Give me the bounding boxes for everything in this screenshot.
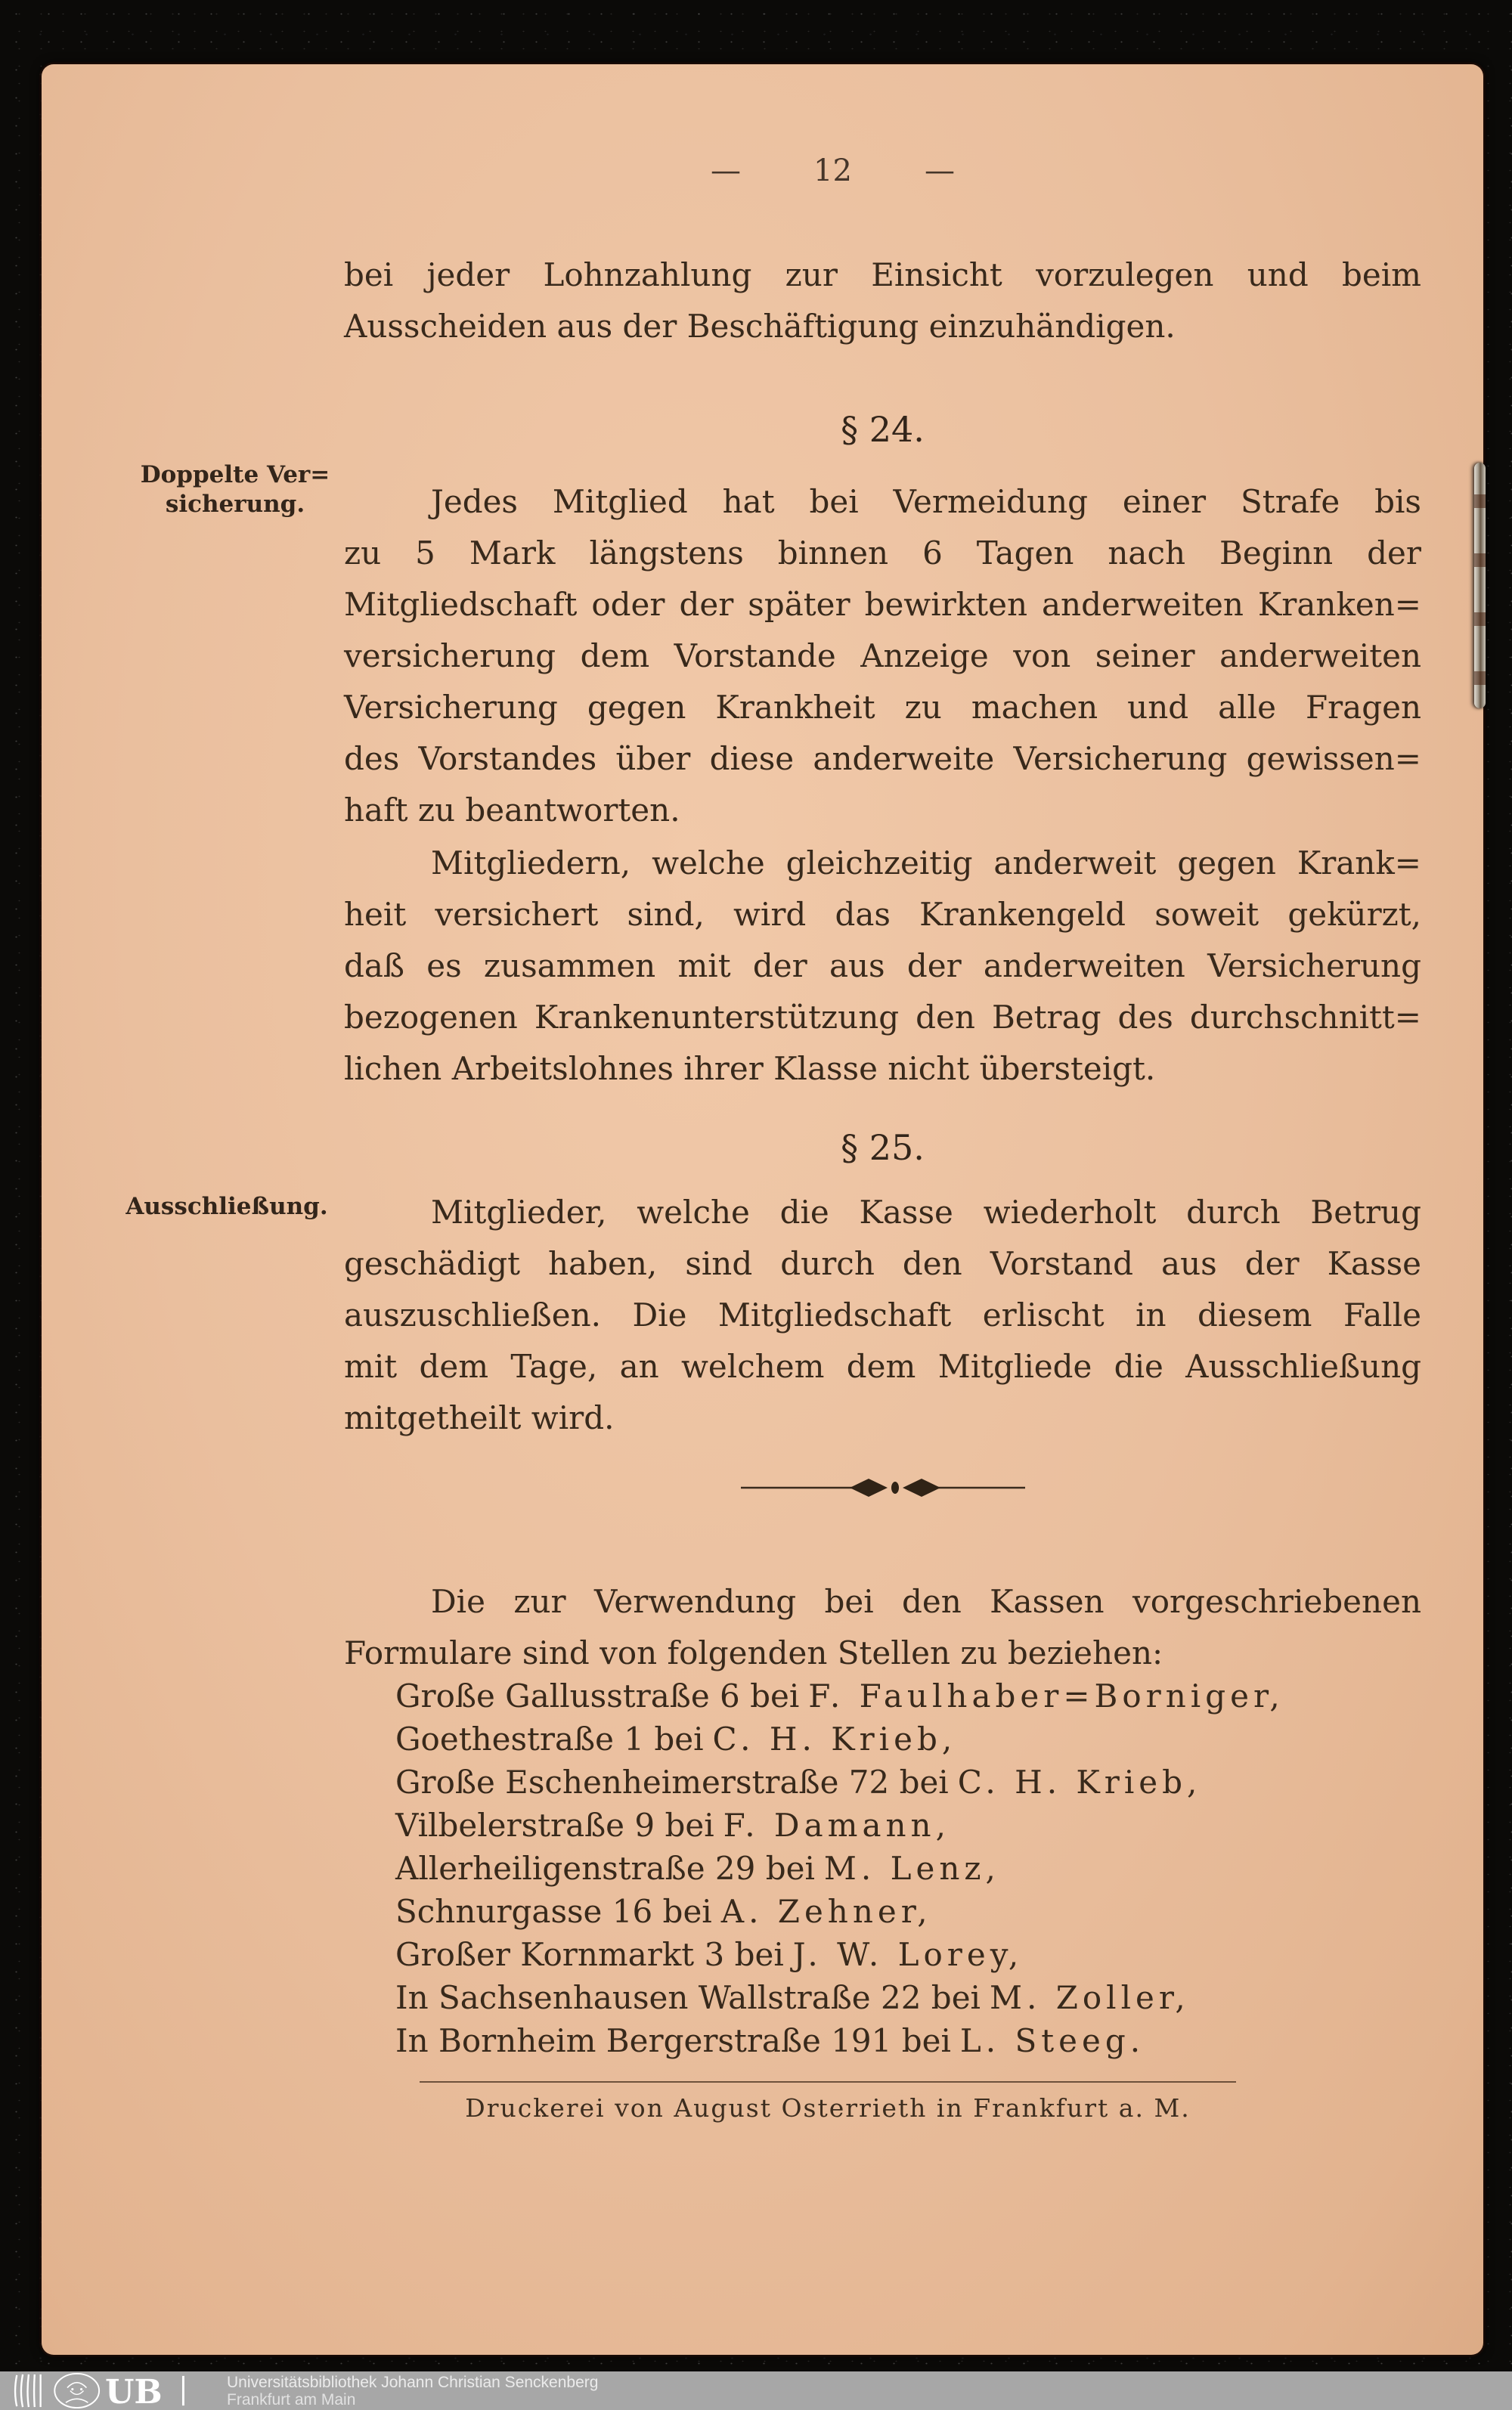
address-place: Goethestraße 1 bei bbox=[395, 1721, 704, 1758]
text-line: lichen Arbeitslohnes ihrer Klasse nicht übersteigt. bbox=[344, 1050, 1156, 1087]
text-line: Formulare sind von folgenden Stellen zu beziehen: bbox=[344, 1634, 1163, 1671]
section-heading-24: § 24. bbox=[841, 409, 925, 450]
margin-note-ausschliessung bbox=[110, 1192, 344, 1222]
text-line: Versicherung gegen Krankheit zu machen und alle Fragen bbox=[344, 689, 1421, 726]
text-line: mit dem Tage, an welchem dem Mitgliede die Ausschließung bbox=[344, 1348, 1421, 1385]
list-item bbox=[395, 1976, 1473, 2019]
divider-ornament-icon bbox=[739, 1474, 1027, 1501]
text-column bbox=[344, 64, 1421, 2355]
section-24-paragraph-2 bbox=[344, 838, 1421, 1095]
text-line: Mitgliedschaft oder der später bewirkten anderweiten Kranken= bbox=[344, 586, 1421, 623]
text-line: zu 5 Mark längstens binnen 6 Tagen nach Beginn der bbox=[344, 534, 1421, 572]
text-line: geschädigt haben, sind durch den Vorstand aus der Kasse bbox=[344, 1245, 1421, 1282]
address-name: F. Damann, bbox=[723, 1807, 950, 1844]
list-item bbox=[395, 1847, 1473, 1890]
page-number bbox=[294, 153, 1371, 188]
document-page bbox=[42, 64, 1483, 2355]
text-line: heit versichert sind, wird das Krankengeld soweit gekürzt, bbox=[344, 896, 1421, 933]
address-name: L. Steeg. bbox=[959, 2022, 1145, 2059]
text-line: daß es zusammen mit der aus der anderweiten Versicherung bbox=[344, 947, 1421, 984]
list-item bbox=[395, 1804, 1473, 1847]
library-name: Universitätsbibliothek Johann Christian Senckenberg bbox=[227, 2373, 599, 2391]
address-place: Vilbelerstraße 9 bei bbox=[395, 1807, 714, 1844]
list-item bbox=[395, 1933, 1473, 1976]
address-place: Große Gallusstraße 6 bei bbox=[395, 1677, 800, 1715]
text-line: Mitgliedern, welche gleichzeitig anderweit gegen Krank= bbox=[431, 844, 1421, 881]
text-line: bei jeder Lohnzahlung zur Einsicht vorzulegen und beim bbox=[344, 256, 1421, 293]
list-item bbox=[395, 1761, 1473, 1804]
address-list bbox=[344, 1674, 1473, 2062]
address-name: J. W. Lorey, bbox=[792, 1936, 1024, 1973]
address-name: F. Faulhaber=Borniger, bbox=[808, 1677, 1284, 1715]
margin-note-line: sicherung. bbox=[165, 491, 305, 518]
address-place: In Bornheim Bergerstraße 191 bei bbox=[395, 2022, 951, 2059]
text-line: haft zu beantworten. bbox=[344, 791, 680, 829]
intro-paragraph bbox=[344, 249, 1421, 352]
list-item bbox=[395, 1890, 1473, 1933]
text-line: Ausscheiden aus der Beschäftigung einzuhändigen. bbox=[344, 308, 1176, 345]
closing-paragraph bbox=[344, 1576, 1421, 1679]
margin-note-line: Doppelte Ver= bbox=[140, 461, 330, 488]
address-place: Allerheiligenstraße 29 bei bbox=[395, 1850, 815, 1887]
address-place: Große Eschenheimerstraße 72 bei bbox=[395, 1764, 949, 1801]
text-line: mitgetheilt wird. bbox=[344, 1399, 615, 1436]
library-attribution bbox=[227, 2374, 598, 2408]
address-name: M. Lenz, bbox=[823, 1850, 1000, 1887]
list-item bbox=[395, 1718, 1473, 1761]
address-place: Großer Kornmarkt 3 bei bbox=[395, 1936, 784, 1973]
margin-note-line: Ausschließung. bbox=[125, 1193, 328, 1220]
binding-staple bbox=[1474, 463, 1486, 708]
text-line: bezogenen Krankenunterstützung den Betrag des durchschnitt= bbox=[344, 999, 1421, 1036]
text-line: Mitglieder, welche die Kasse wiederholt durch Betrug bbox=[431, 1194, 1421, 1231]
text-line: Die zur Verwendung bei den Kassen vorgeschriebenen bbox=[431, 1583, 1421, 1620]
address-name: C. H. Krieb, bbox=[957, 1764, 1202, 1801]
text-line: Jedes Mitglied hat bei Vermeidung einer Strafe bis bbox=[431, 483, 1421, 520]
list-item bbox=[395, 2019, 1473, 2062]
margin-note-doppelte-versicherung bbox=[122, 460, 349, 519]
page-number-value: 12 bbox=[813, 153, 852, 188]
address-place: In Sachsenhausen Wallstraße 22 bei bbox=[395, 1979, 981, 2016]
section-heading-25: § 25. bbox=[841, 1127, 925, 1168]
section-25-paragraph-1 bbox=[344, 1187, 1421, 1444]
text-line: des Vorstandes über diese anderweite Versicherung gewissen= bbox=[344, 740, 1421, 777]
ub-logo-icon bbox=[6, 2371, 201, 2410]
text-line: versicherung dem Vorstande Anzeige von seiner anderweiten bbox=[344, 637, 1421, 674]
list-item bbox=[395, 1674, 1473, 1718]
address-name: A. Zehner, bbox=[720, 1893, 932, 1930]
page-number-dash: — bbox=[711, 153, 742, 188]
ub-logo-text: UB bbox=[104, 2373, 163, 2410]
address-name: C. H. Krieb, bbox=[712, 1721, 957, 1758]
address-name: M. Zoller, bbox=[990, 1979, 1190, 2016]
printer-imprint: Druckerei von August Osterrieth in Frankfurt a. M. bbox=[420, 2081, 1236, 2123]
address-place: Schnurgasse 16 bei bbox=[395, 1893, 712, 1930]
library-location: Frankfurt am Main bbox=[227, 2390, 356, 2408]
library-footer-bar bbox=[0, 2371, 1512, 2410]
text-line: auszuschließen. Die Mitgliedschaft erlischt in diesem Falle bbox=[344, 1296, 1421, 1334]
section-divider bbox=[344, 1474, 1421, 1501]
section-24-paragraph-1 bbox=[344, 476, 1421, 836]
page-number-dash: — bbox=[924, 153, 955, 188]
